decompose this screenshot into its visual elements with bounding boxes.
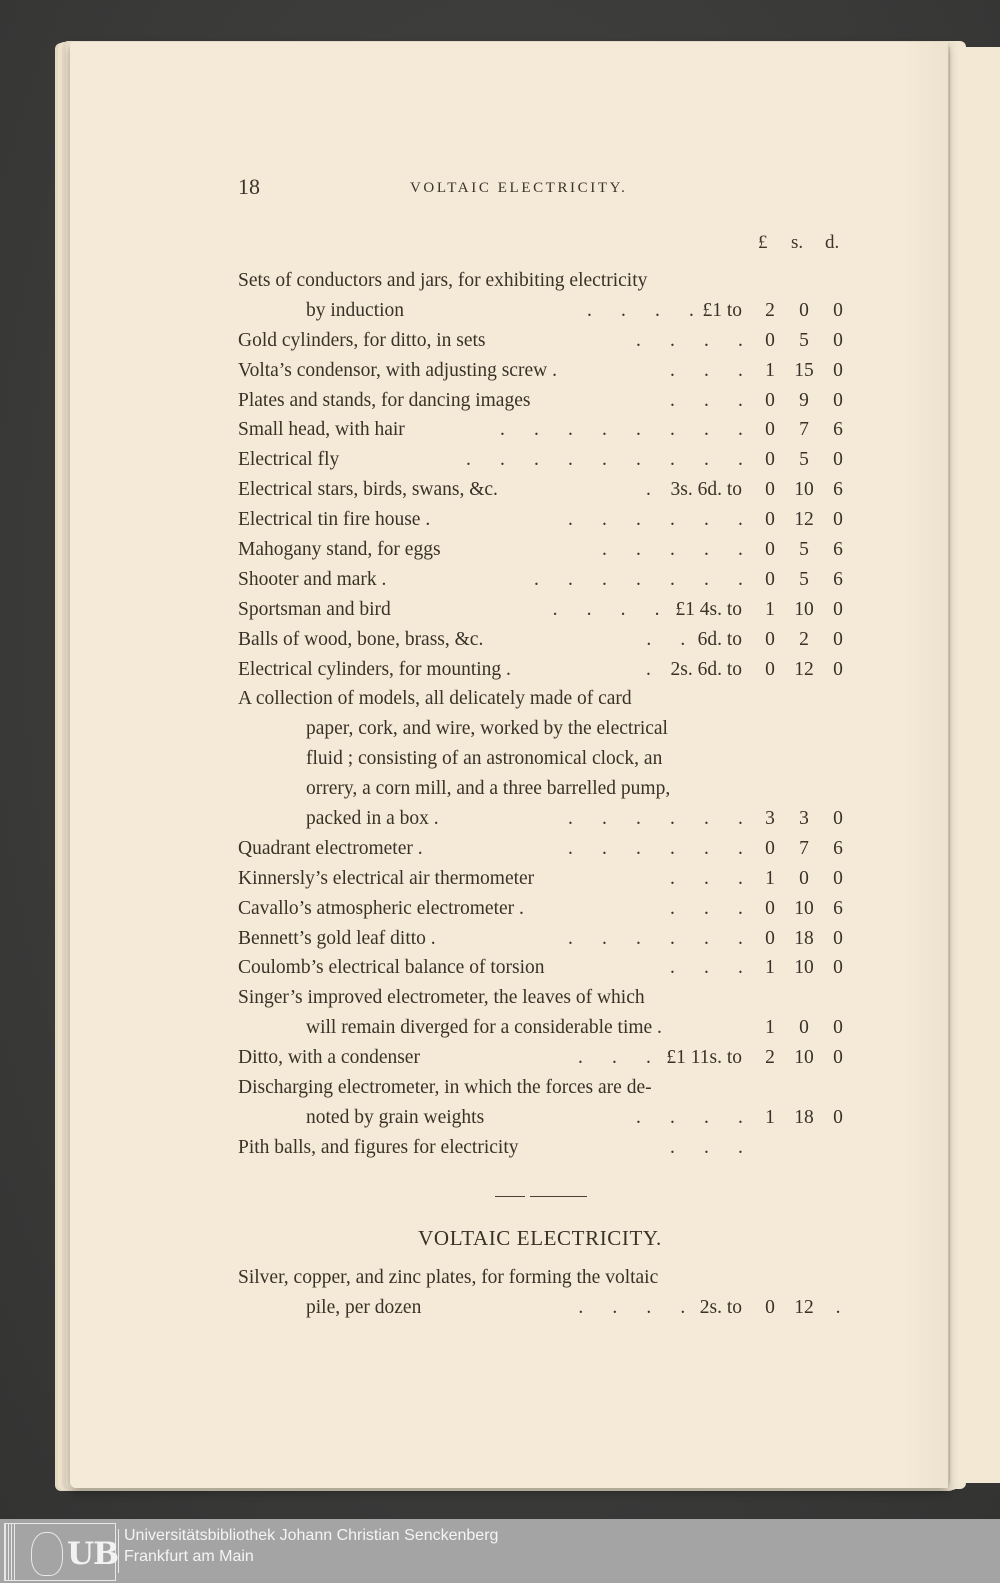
leader-dot: . [602,539,607,561]
leader-dot: . [586,598,592,620]
list-item [238,1263,850,1293]
price-pounds: 1 [765,598,775,620]
price-pence: 6 [833,837,843,859]
leader-dot: . [587,299,592,321]
leader-dot: . [738,867,743,889]
price-pence: 0 [833,658,843,680]
leader-dot: . [578,1047,583,1069]
item-description: Singer’s improved electrometer, the leaves of which [238,987,645,1009]
price-shillings: 12 [794,658,814,680]
price-range-from: 3s. 6d. to [670,479,742,501]
item-description: Sets of conductors and jars, for exhibiting electricity [238,270,648,291]
leader-dot: . [500,449,505,471]
leader-dot: . [636,808,641,830]
facing-page-edge [949,47,1000,1483]
leader-dot: . [646,658,651,680]
item-description: Volta’s condensor, with adjusting screw . [238,359,557,381]
leader-dot: . [704,419,709,441]
leader-dot: . [670,329,675,351]
leader-dot: . [612,1296,618,1318]
item-description: paper, cork, and wire, worked by the electrical [306,718,668,740]
price-list [238,266,850,1163]
list-item-continuation [238,1103,850,1133]
price-pence: 6 [833,479,843,501]
item-description: Electrical cylinders, for mounting . [238,658,511,680]
price-pounds: 0 [765,927,775,949]
price-pounds: 0 [765,837,775,859]
leader-dot: . [704,927,709,949]
price-pounds: 0 [765,389,775,411]
leader-dot: . [704,568,709,590]
price-shillings: 5 [799,329,809,351]
section-divider-rule [495,1196,525,1197]
leader-dot: . [568,808,573,830]
price-shillings: 10 [794,479,814,501]
leader-dot: . [704,837,709,859]
price-shillings: 7 [799,419,809,441]
leader-dot: . [654,598,660,620]
page-number: 18 [238,174,260,199]
list-item-continuation [238,1293,850,1323]
leader-dot: . [738,568,743,590]
price-pounds: 0 [765,628,775,650]
price-pence: 0 [833,927,843,949]
price-shillings: 12 [794,1296,814,1318]
leader-dot: . [646,628,652,650]
item-description: Mahogany stand, for eggs [238,539,441,561]
list-item [238,625,850,655]
price-pounds: 3 [765,808,775,830]
list-item [238,983,850,1013]
item-description: A collection of models, all delicately made of card [238,688,632,710]
price-pounds: 1 [765,867,775,889]
price-shillings: 0 [799,867,809,889]
leader-dot: . [602,568,607,590]
leader-dot: . [568,419,573,441]
price-pence: 0 [833,1047,843,1069]
price-pounds: 2 [765,299,775,321]
leader-dot: . [670,808,675,830]
list-item [238,505,850,535]
item-description: Balls of wood, bone, brass, &c. [238,628,484,650]
price-pence: 0 [833,389,843,411]
shillings-header: s. [791,232,804,253]
leader-dot: . [670,359,675,381]
price-shillings: 5 [799,449,809,471]
leader-dot: . [646,479,651,501]
leader-dot: . [670,389,675,411]
pence-header: d. [825,232,840,253]
list-item [238,834,850,864]
leader-dot: . [738,837,743,859]
item-description: noted by grain weights [306,1106,485,1128]
list-item [238,864,850,894]
list-item [238,415,850,445]
leader-dot: . [738,449,743,471]
leader-dot: . [704,329,709,351]
leader-dot: . [738,359,743,381]
leader-dot: . [636,927,641,949]
list-item-continuation [238,774,850,804]
leader-dot: . [670,539,675,561]
leader-dot: . [738,1106,743,1128]
price-shillings: 18 [794,1106,814,1128]
price-pence: 0 [833,957,843,979]
price-pence: 0 [833,598,843,620]
leader-dot: . [670,867,675,889]
item-description: Electrical tin fire house . [238,509,431,531]
running-title: VOLTAIC ELECTRICITY. [410,180,628,196]
leader-dot: . [738,1136,743,1158]
list-item-continuation [238,1013,850,1043]
institution-location: Frankfurt am Main [124,1548,254,1565]
leader-dot: . [704,539,709,561]
section-heading: VOLTAIC ELECTRICITY. [418,1226,662,1250]
price-pounds: 1 [765,957,775,979]
gutter-shade [900,42,949,1488]
price-pounds: 2 [765,1047,775,1069]
price-shillings: 0 [799,299,809,321]
price-shillings: 5 [799,539,809,561]
list-item-continuation [238,804,850,834]
item-description: Discharging electrometer, in which the forces are de- [238,1077,652,1099]
item-description: Kinnersly’s electrical air thermometer [238,867,535,889]
price-pence: 0 [833,359,843,381]
leader-dot: . [646,1296,652,1318]
leader-dot: . [636,449,641,471]
item-description: pile, per dozen [306,1296,422,1318]
institution-name: Universitätsbibliothek Johann Christian Senckenberg [124,1527,499,1544]
item-description: Sportsman and bird [238,598,391,620]
price-pounds: 1 [765,1017,775,1039]
library-logo [4,1523,119,1581]
price-pence: 6 [833,568,843,590]
section-price-list [238,1263,850,1323]
section-divider-rule [530,1196,587,1197]
price-shillings: 0 [799,1017,809,1039]
list-item [238,535,850,565]
leader-dot: . [568,449,573,471]
leader-dot: . [636,837,641,859]
price-range-from: 2s. 6d. to [670,658,742,680]
price-pounds: 0 [765,1296,775,1318]
leader-dot: . [655,299,660,321]
price-shillings: 10 [794,1047,814,1069]
price-pence: 0 [833,299,843,321]
item-description: Coulomb’s electrical balance of torsion [238,957,545,979]
leader-dot: . [738,389,743,411]
logo-divider [118,1529,119,1573]
price-pence: 0 [833,1106,843,1128]
leader-dot: . [612,1047,617,1069]
leader-dot: . [670,1106,675,1128]
price-pounds: 0 [765,479,775,501]
leader-dot: . [568,837,573,859]
price-shillings: 15 [794,359,814,381]
leader-dot: . [646,1047,651,1069]
price-pounds: 0 [765,539,775,561]
leader-dot: . [670,837,675,859]
leader-dot: . [534,419,539,441]
leader-dot: . [738,957,743,979]
price-pence: 0 [833,867,843,889]
running-head [238,174,848,204]
leader-dot: . [636,539,641,561]
leader-dot: . [704,1136,709,1158]
leader-dot: . [568,509,573,531]
list-item [238,684,850,714]
list-item [238,565,850,595]
leader-dot: . [738,329,743,351]
price-pounds: 0 [765,568,775,590]
price-pounds: 0 [765,329,775,351]
leader-dot: . [602,808,607,830]
leader-dot: . [704,359,709,381]
leader-dot: . [568,568,573,590]
price-pounds: 0 [765,897,775,919]
price-shillings: 3 [799,808,809,830]
leader-dot: . [704,867,709,889]
leader-dot: . [704,957,709,979]
leader-dot: . [670,897,675,919]
price-shillings: 10 [794,598,814,620]
leader-dot: . [738,897,743,919]
list-item [238,445,850,475]
price-pence: 6 [833,897,843,919]
leader-dot: . [738,419,743,441]
price-pence: 0 [833,509,843,531]
leader-dot: . [534,449,539,471]
item-description: Electrical fly [238,449,340,471]
item-description: Bennett’s gold leaf ditto . [238,927,436,949]
leader-dot: . [602,419,607,441]
item-description: Gold cylinders, for ditto, in sets [238,329,486,351]
price-pounds: 0 [765,658,775,680]
item-description: orrery, a corn mill, and a three barrelled pump, [306,778,671,800]
leader-dot: . [621,299,626,321]
leader-dot: . [704,509,709,531]
leader-dot: . [500,419,505,441]
price-pence: 6 [833,419,843,441]
item-description: by induction [306,299,405,321]
leader-dot: . [636,509,641,531]
leader-dot: . [704,808,709,830]
price-shillings: 7 [799,837,809,859]
leader-dot: . [738,539,743,561]
leader-dot: . [689,299,694,321]
price-pence: 0 [833,449,843,471]
price-pence: 6 [833,539,843,561]
leader-dot: . [602,509,607,531]
price-shillings: 2 [799,628,809,650]
leader-dot: . [602,927,607,949]
logo-stripes-icon [5,1524,17,1580]
list-item [238,326,850,356]
leader-dot: . [602,837,607,859]
price-pence: 0 [833,1017,843,1039]
item-description: Small head, with hair [238,419,405,441]
currency-column-header [755,232,850,256]
price-pence: 0 [833,628,843,650]
price-shillings: 18 [794,927,814,949]
list-item [238,356,850,386]
leader-dot: . [636,419,641,441]
item-description: Quadrant electrometer . [238,837,423,859]
leader-dot: . [636,568,641,590]
leader-dot: . [704,389,709,411]
price-shillings: 10 [794,897,814,919]
price-pounds: 0 [765,419,775,441]
leader-dot: . [680,628,686,650]
item-description: packed in a box . [306,808,439,830]
price-range-from: 6d. to [697,628,742,650]
leader-dot: . [670,449,675,471]
item-description: Pith balls, and figures for electricity [238,1136,519,1158]
list-item-continuation [238,744,850,774]
item-description: Plates and stands, for dancing images [238,389,531,411]
list-item [238,655,850,685]
list-item [238,1133,850,1163]
leader-dot: . [620,598,626,620]
portrait-icon [31,1532,63,1576]
price-range-from: 2s. to [699,1296,742,1318]
list-item [238,595,850,625]
leader-dot: . [738,927,743,949]
list-item [238,1073,850,1103]
price-pounds: 1 [765,1106,775,1128]
leader-dot: . [466,449,471,471]
item-description: Cavallo’s atmospheric electrometer . [238,897,524,919]
leader-dot: . [704,897,709,919]
price-pounds: 1 [765,359,775,381]
price-pounds: 0 [765,449,775,471]
leader-dot: . [680,1296,686,1318]
list-item [238,475,850,505]
leader-dot: . [552,598,558,620]
price-shillings: 10 [794,957,814,979]
leader-dot: . [704,1106,709,1128]
list-item-continuation [238,714,850,744]
price-pence: 0 [833,329,843,351]
leader-dot: . [670,957,675,979]
price-range-from: £1 4s. to [675,598,742,620]
item-description: Shooter and mark . [238,568,387,590]
item-description: will remain diverged for a considerable time . [306,1017,662,1039]
leader-dot: . [670,927,675,949]
price-range-from: £1 to [702,299,742,321]
leader-dot: . [602,449,607,471]
price-shillings: 5 [799,568,809,590]
leader-dot: . [670,509,675,531]
item-description: Electrical stars, birds, swans, &c. [238,479,498,501]
price-shillings: 12 [794,509,814,531]
list-item [238,266,850,296]
price-pounds: 0 [765,509,775,531]
leader-dot: . [738,509,743,531]
list-item-continuation [238,296,850,326]
list-item [238,953,850,983]
item-description: Silver, copper, and zinc plates, for forming the voltaic [238,1267,659,1288]
list-item [238,924,850,954]
leader-dot: . [704,449,709,471]
leader-dot: . [636,1106,641,1128]
leader-dot: . [738,808,743,830]
leader-dot: . [578,1296,584,1318]
leader-dot: . [670,419,675,441]
leader-dot: . [670,568,675,590]
list-item [238,1043,850,1073]
pounds-header: £ [758,232,768,253]
price-shillings: 9 [799,389,809,411]
item-description: fluid ; consisting of an astronomical clock, an [306,748,663,770]
leader-dot: . [670,1136,675,1158]
price-range-from: £1 11s. to [666,1047,742,1069]
library-footer-banner [0,1519,1000,1583]
price-pence: . [835,1296,841,1318]
item-description: Ditto, with a condenser [238,1047,420,1069]
logo-text: UB [67,1536,119,1572]
list-item [238,894,850,924]
price-pence: 0 [833,808,843,830]
leader-dot: . [636,329,641,351]
list-item [238,386,850,416]
leader-dot: . [534,568,539,590]
leader-dot: . [568,927,573,949]
